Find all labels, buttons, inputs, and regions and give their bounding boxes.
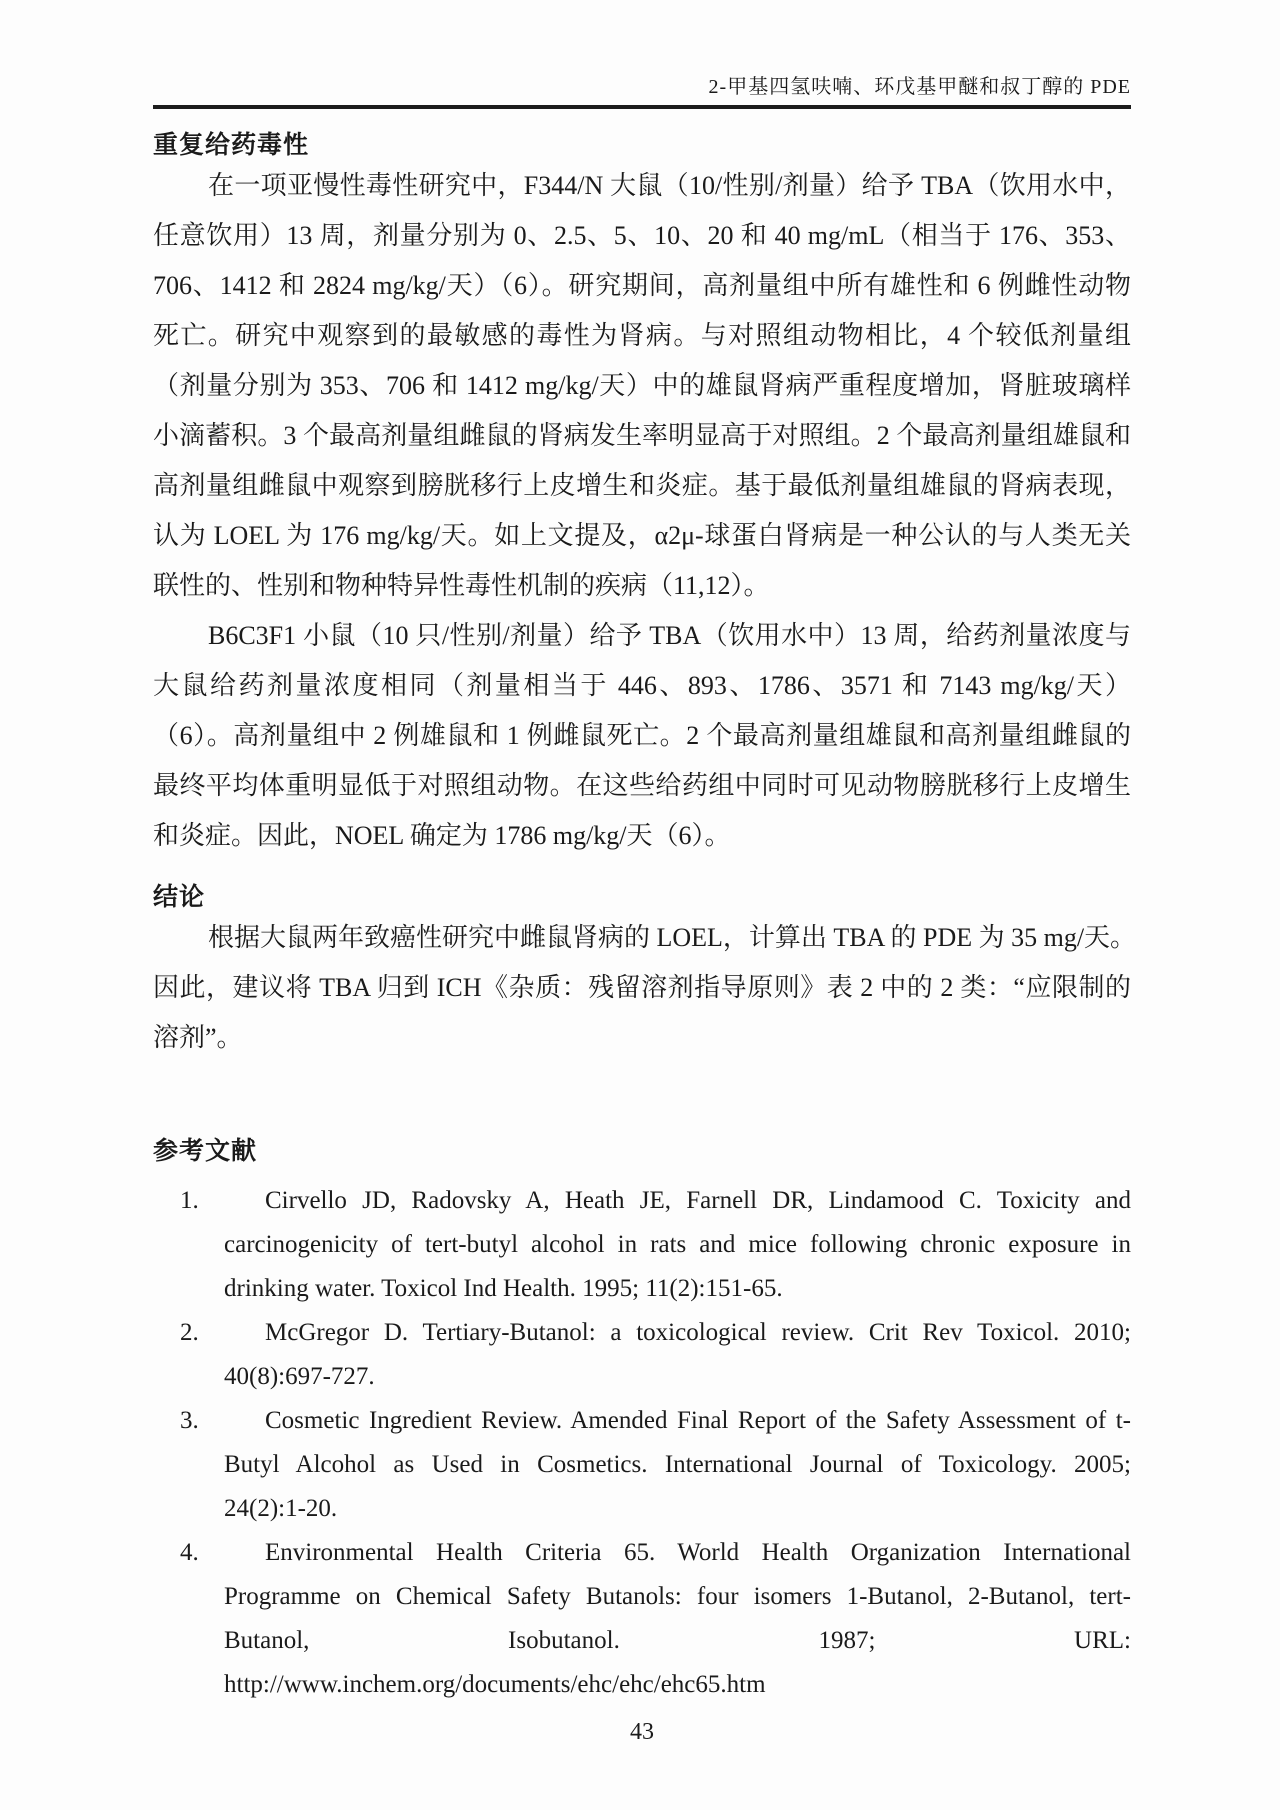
paragraph-line: 在一项亚慢性毒性研究中，F344/N 大鼠（10/性别/剂量）给予 TBA（饮用水中，: [208, 171, 1131, 200]
paragraph-line: 高剂量组雌鼠中观察到膀胱移行上皮增生和炎症。基于最低剂量组雄鼠的肾病表现，: [153, 471, 1131, 500]
paragraph-line: 706、1412 和 2824 mg/kg/天）（6）。研究期间，高剂量组中所有雄性和 6 例雌性动物: [153, 271, 1131, 300]
document-content: [153, 131, 1137, 1707]
paragraph-line: 溶剂”。: [153, 1023, 243, 1052]
paragraph-line: （剂量分别为 353、706 和 1412 mg/kg/天）中的雄鼠肾病严重程度增加，肾脏玻璃样: [153, 371, 1131, 400]
paragraph-line: 大鼠给药剂量浓度相同（剂量相当于 446、893、1786、3571 和 7143 mg/kg/天）: [153, 671, 1131, 700]
paragraph-line: B6C3F1 小鼠（10 只/性别/剂量）给予 TBA（饮用水中）13 周，给药剂量浓度与: [208, 621, 1131, 650]
section-heading: 参考文献: [153, 1138, 258, 1165]
reference-line: Environmental Health Criteria 65. World Health Organization International: [265, 1539, 1131, 1566]
reference-line: McGregor D. Tertiary-Butanol: a toxicological review. Crit Rev Toxicol. 2010;: [265, 1319, 1131, 1346]
paragraph-line: （6）。高剂量组中 2 例雄鼠和 1 例雌鼠死亡。2 个最高剂量组雄鼠和高剂量组雌鼠的: [153, 721, 1131, 750]
header-rule: [153, 105, 1131, 109]
reference-line: 24(2):1-20.: [224, 1495, 338, 1522]
section-heading: 结论: [153, 884, 206, 911]
reference-line: drinking water. Toxicol Ind Health. 1995; 11(2):151-65.: [224, 1275, 783, 1302]
reference-line: Butyl Alcohol as Used in Cosmetics. International Journal of Toxicology. 2005;: [224, 1451, 1131, 1478]
paragraph-line: 认为 LOEL 为 176 mg/kg/天。如上文提及，α2μ-球蛋白肾病是一种公认的与人类无关: [153, 521, 1131, 550]
paragraph-line: 因此，建议将 TBA 归到 ICH《杂质：残留溶剂指导原则》表 2 中的 2 类：“应限制的: [153, 973, 1131, 1002]
reference-item: [153, 1311, 1131, 1399]
paragraph-line: 联性的、性别和物种特异性毒性机制的疾病（11,12）。: [153, 571, 770, 600]
paragraph: [153, 611, 1131, 861]
paragraph-line: 最终平均体重明显低于对照组动物。在这些给药组中同时可见动物膀胱移行上皮增生: [153, 771, 1131, 800]
reference-number: 1.: [180, 1187, 199, 1214]
reference-number: 2.: [180, 1319, 199, 1346]
reference-line: 40(8):697-727.: [224, 1363, 375, 1390]
reference-line: http://www.inchem.org/documents/ehc/ehc/ehc65.htm: [224, 1671, 766, 1698]
reference-line: Cirvello JD, Radovsky A, Heath JE, Farnell DR, Lindamood C. Toxicity and: [265, 1187, 1131, 1214]
paragraph-line: 和炎症。因此，NOEL 确定为 1786 mg/kg/天（6）。: [153, 821, 731, 850]
page-number: 43: [630, 1719, 654, 1745]
reference-item: [153, 1179, 1131, 1311]
paragraph-line: 任意饮用）13 周，剂量分别为 0、2.5、5、10、20 和 40 mg/mL（相当于 176、353、: [153, 221, 1131, 250]
reference-line: carcinogenicity of tert-butyl alcohol in rats and mice following chronic exposure in: [224, 1231, 1131, 1258]
reference-line: Programme on Chemical Safety Butanols: four isomers 1-Butanol, 2-Butanol, tert-: [224, 1583, 1131, 1610]
paragraph-line: 死亡。研究中观察到的最敏感的毒性为肾病。与对照组动物相比，4 个较低剂量组: [153, 321, 1131, 350]
reference-number: 4.: [180, 1539, 199, 1566]
reference-line: Butanol, Isobutanol. 1987; URL:: [224, 1627, 1131, 1654]
section-heading: 重复给药毒性: [153, 132, 310, 159]
reference-item: [153, 1531, 1131, 1707]
running-header: 2-甲基四氢呋喃、环戊基甲醚和叔丁醇的 PDE: [708, 76, 1131, 98]
reference-line: Cosmetic Ingredient Review. Amended Final Report of the Safety Assessment of t-: [265, 1407, 1131, 1434]
reference-item: [153, 1399, 1131, 1531]
paragraph: [153, 161, 1131, 611]
references-list: [153, 1179, 1131, 1707]
paragraph-line: 小滴蓄积。3 个最高剂量组雌鼠的肾病发生率明显高于对照组。2 个最高剂量组雄鼠和: [153, 421, 1131, 450]
paragraph-line: 根据大鼠两年致癌性研究中雌鼠肾病的 LOEL，计算出 TBA 的 PDE 为 35 mg/天。: [208, 923, 1137, 952]
paragraph: [153, 913, 1137, 1063]
reference-number: 3.: [180, 1407, 199, 1434]
